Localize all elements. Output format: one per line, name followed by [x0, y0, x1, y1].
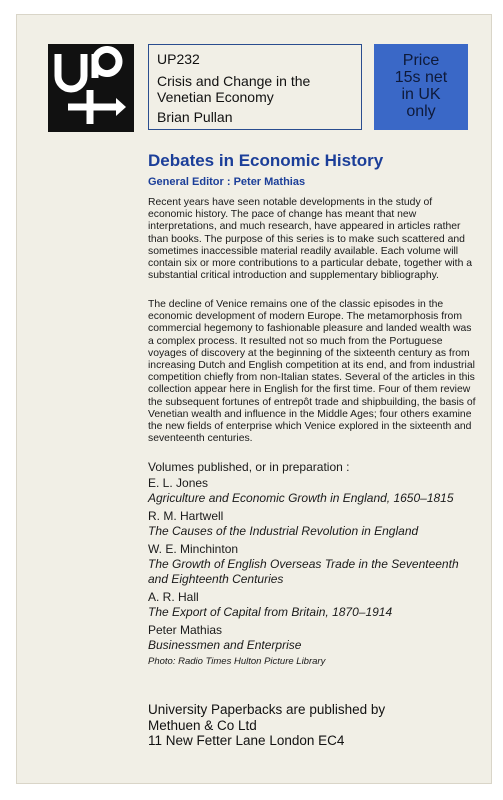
price-line: only	[406, 103, 436, 120]
volume-list	[148, 476, 478, 656]
list-item	[148, 542, 478, 587]
book-description: The decline of Venice remains one of the classic episodes in the economic development of modern Europe. The metamorphosis from commercial hegemony to fashionable pleasure and landed wealth was a complex process. It resulted not so much from the Portuguese voyages of discovery at the beginning of the sixteenth century as from increasing Dutch and English competition at its end, and from industrial competition chiefly from non-Italian states. Several of the articles in this collection appear here in English for the first time. Four of them review the subsequent fortunes of entrepôt trade and shipbuilding, the basis of Venetian wealth and influence in the Middle Ages; four others examine the new fields of enterprise which Venice explored in the sixteenth and seventeenth centuries.	[148, 299, 476, 445]
general-editor: General Editor : Peter Mathias	[148, 176, 306, 188]
price-line: Price	[402, 52, 440, 69]
price-line: 15s net	[394, 69, 448, 86]
list-item	[148, 509, 478, 539]
volume-title: The Export of Capital from Britain, 1870–1914	[148, 605, 393, 619]
publisher-line: Methuen & Co Ltd	[148, 717, 257, 733]
volume-author: R. M. Hartwell	[148, 509, 224, 523]
volume-author: E. L. Jones	[148, 476, 209, 490]
list-item	[148, 590, 478, 620]
publisher-line: University Paperbacks are published by	[148, 702, 386, 717]
volume-author: Peter Mathias	[148, 623, 223, 637]
price-line: in UK	[401, 86, 441, 103]
series-description: Recent years have seen notable developments in the study of economic history. The pace of change has meant that new interpretations, and much research, have appeared in articles rather than books. The purpose of this series is to make such scattered and sometimes inaccessible material readily available. Each volume will contain six or more contributions to a particular debate, together with a substantial critical introduction and supplementary bibliography.	[148, 197, 473, 282]
photo-credit: Photo: Radio Times Hulton Picture Library	[148, 656, 326, 667]
volume-title: The Causes of the Industrial Revolution in England	[148, 524, 419, 538]
list-item	[148, 476, 478, 506]
book-title-line-1: Crisis and Change in the	[157, 73, 311, 89]
book-author: Brian Pullan	[157, 109, 233, 125]
series-code: UP232	[157, 51, 200, 67]
volume-title: Agriculture and Economic Growth in England, 1650–1815	[148, 491, 454, 505]
title-box	[148, 44, 362, 130]
volume-title: The Growth of English Overseas Trade in the Seventeenth and Eighteenth Centuries	[148, 557, 459, 586]
volume-author: A. R. Hall	[148, 590, 199, 604]
volume-title: Businessmen and Enterprise	[148, 638, 302, 652]
volume-author: W. E. Minchinton	[148, 542, 239, 556]
publisher-line: 11 New Fetter Lane London EC4	[148, 733, 345, 748]
volumes-heading: Volumes published, or in preparation :	[148, 460, 350, 474]
book-title-line-2: Venetian Economy	[157, 89, 274, 105]
book-back-cover	[16, 14, 492, 784]
up-logo-icon	[48, 44, 134, 132]
publisher-info	[148, 702, 478, 749]
university-paperbacks-logo	[48, 44, 134, 132]
price-box	[374, 44, 468, 130]
list-item	[148, 623, 478, 653]
series-title: Debates in Economic History	[148, 151, 384, 170]
